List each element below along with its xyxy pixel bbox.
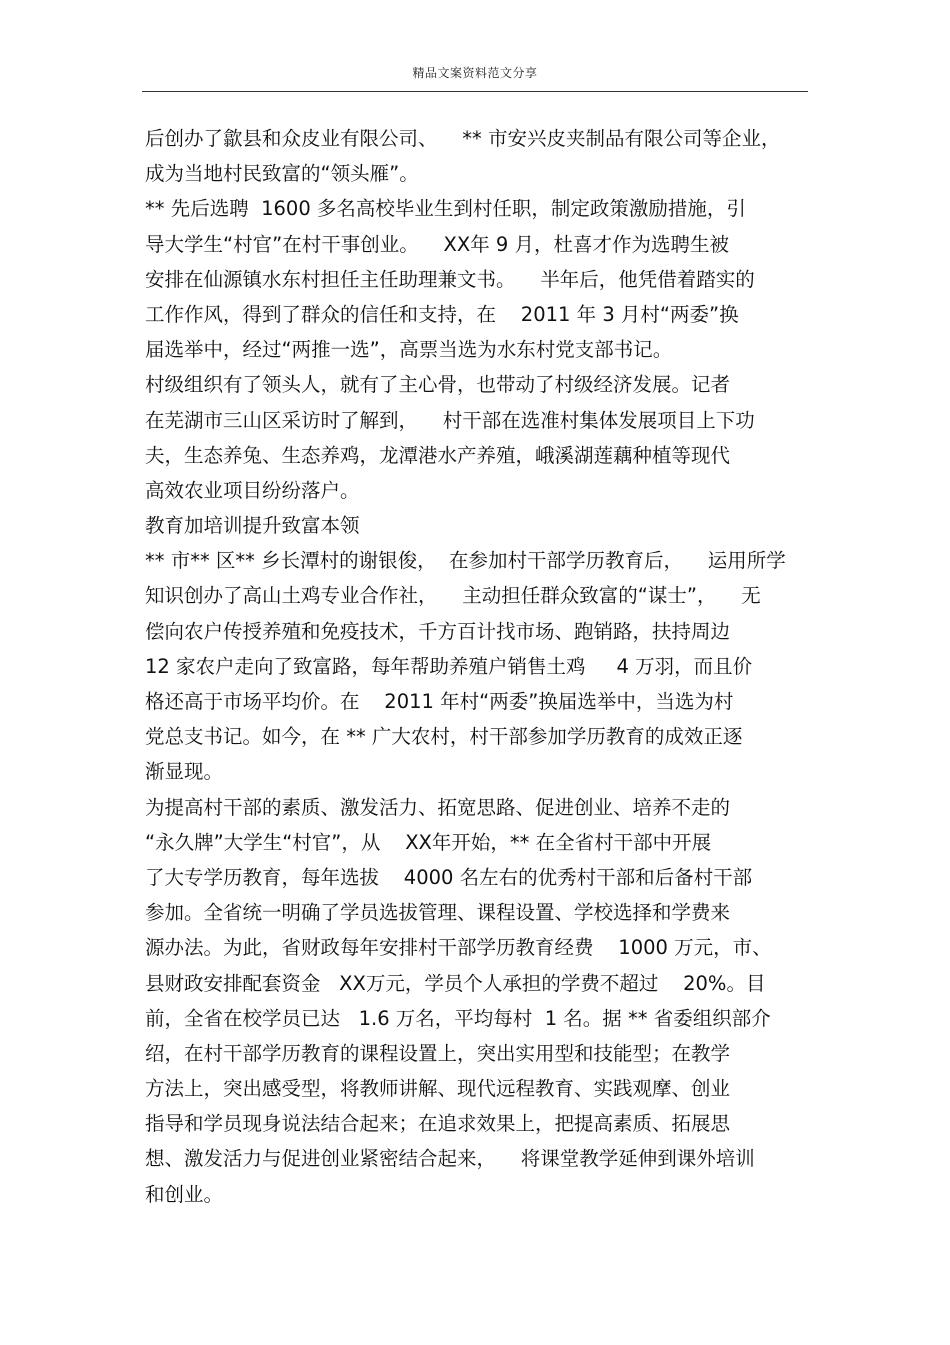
text-line: 渐显现。	[145, 760, 224, 784]
text-line: 想、激发活力与促进创业紧密结合起来， 将课堂教学延伸到课外培训	[145, 1147, 755, 1171]
text-line: 偿向农户传授养殖和免疫技术，千方百计找市场、跑销路，扶持周边	[145, 619, 731, 643]
text-line: 在芜湖市三山区采访时了解到， 村干部在选准村集体发展项目上下功	[145, 408, 755, 432]
page-header: 精品文案资料范文分享	[412, 66, 538, 80]
text-line: 源办法。为此，省财政每年安排村干部学历教育经费 1000 万元，市、	[145, 936, 772, 960]
text-line: 届选举中，经过“两推一选”，高票当选为水东村党支部书记。	[145, 338, 673, 362]
text-line: 夫，生态养兔、生态养鸡，龙潭港水产养殖，峨溪湖莲藕种植等现代	[145, 443, 731, 467]
text-line: 指导和学员现身说法结合起来；在追求效果上，把提高素质、拓展思	[145, 1112, 731, 1136]
text-line: 参加。全省统一明确了学员选拔管理、课程设置、学校选择和学费来	[145, 901, 731, 925]
section-heading: 教育加培训提升致富本领	[145, 514, 360, 538]
text-line: 导大学生“村官”在村干事创业。 XX年 9 月，杜喜才作为选聘生被	[145, 232, 730, 256]
text-line: 村级组织有了领头人，就有了主心骨，也带动了村级经济发展。记者	[145, 373, 731, 397]
text-line: 前，全省在校学员已达 1.6 万名，平均每村 1 名。据 ** 省委组织部介	[145, 1006, 771, 1030]
text-line: 成为当地村民致富的“领头雁”。	[145, 162, 419, 186]
text-line: 知识创办了高山土鸡专业合作社， 主动担任群众致富的“谋士”， 无	[145, 584, 761, 608]
header-divider	[142, 91, 808, 92]
text-line: “永久牌”大学生“村官”，从 XX年开始，** 在全省村干部中开展	[145, 830, 712, 854]
text-line: 绍，在村干部学历教育的课程设置上，突出实用型和技能型；在教学	[145, 1041, 731, 1065]
document-body	[145, 121, 810, 1212]
text-line: 县财政安排配套资金 XX万元，学员个人承担的学费不超过 20%。目	[145, 971, 766, 995]
text-line: 格还高于市场平均价。在 2011 年村“两委”换届选举中，当选为村	[145, 690, 734, 713]
text-line: 党总支书记。如今，在 ** 广大农村，村干部参加学历教育的成效正逐	[145, 725, 743, 749]
text-line: 和创业。	[145, 1182, 224, 1206]
text-line: 后创办了歙县和众皮业有限公司、 ** 市安兴皮夹制品有限公司等企业，	[145, 127, 781, 150]
text-line: ** 先后选聘 1600 多名高校毕业生到村任职，制定政策激励措施，引	[145, 197, 746, 221]
text-line: 12 家农户走向了致富路，每年帮助养殖户销售土鸡 4 万羽，而且价	[145, 654, 753, 678]
text-line: 工作作风，得到了群众的信任和支持，在 2011 年 3 月村“两委”换	[145, 302, 739, 326]
text-line: 为提高村干部的素质、激发活力、拓宽思路、促进创业、培养不走的	[145, 795, 731, 819]
text-line: 方法上，突出感受型，将教师讲解、现代远程教育、实践观摩、创业	[145, 1077, 731, 1101]
text-line: 了大专学历教育，每年选拔 4000 名左右的优秀村干部和后备村干部	[145, 865, 753, 889]
text-line: 安排在仙源镇水东村担任主任助理兼文书。 半年后，他凭借着踏实的	[145, 267, 755, 291]
text-line: 高效农业项目纷纷落户。	[145, 478, 360, 502]
text-line: ** 市** 区** 乡长潭村的谢银俊， 在参加村干部学历教育后， 运用所学	[145, 549, 786, 573]
